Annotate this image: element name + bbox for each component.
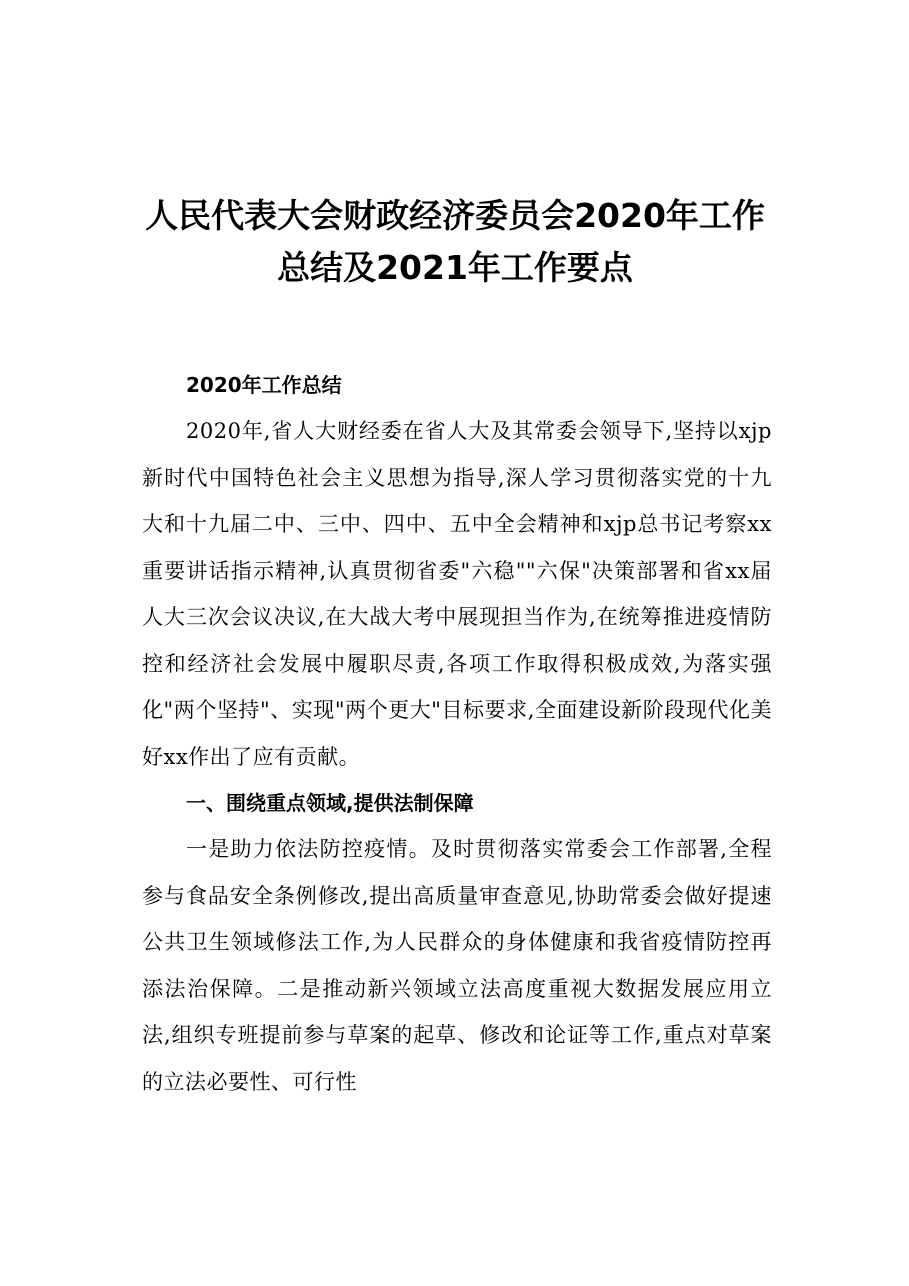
document-title <box>120 190 790 294</box>
title-line-2: 总结及2021年工作要点 <box>277 248 633 287</box>
title-line-1: 人民代表大会财政经济委员会2020年工作 <box>145 196 765 235</box>
document-body <box>142 362 772 1105</box>
paragraph-summary: 2020年,省人大财经委在省人大及其常委会领导下,坚持以xjp新时代中国特色社会主义思想为指导,深人学习贯彻落实党的十九大和十九届二中、三中、四中、五中全会精神和xjp总书记考察xx重要讲话指示精神,认真贯彻省委"六稳""六保"决策部署和省xx届人大三次会议决议,在大战大考中展现担当作为,在统筹推进疫情防控和经济社会发展中履职尽责,各项工作取得积极成效,为落实强化"两个坚持"、实现"两个更大"目标要求,全面建设新阶段现代化美好xx作出了应有贡献。 <box>142 419 772 769</box>
section-heading: 2020年工作总结 <box>186 373 342 397</box>
subheading-key-areas: 一、围绕重点领域,提供法制保障 <box>186 791 474 815</box>
paragraph-key-areas: 一是助力依法防控疫情。及时贯彻落实常委会工作部署,全程参与食品安全条例修改,提出高质量审查意见,协助常委会做好提速公共卫生领域修法工作,为人民群众的身体健康和我省疫情防控再添法治保障。二是推动新兴领域立法高度重视大数据发展应用立法,组织专班提前参与草案的起草、修改和论证等工作,重点对草案的立法必要性、可行性 <box>142 837 772 1094</box>
